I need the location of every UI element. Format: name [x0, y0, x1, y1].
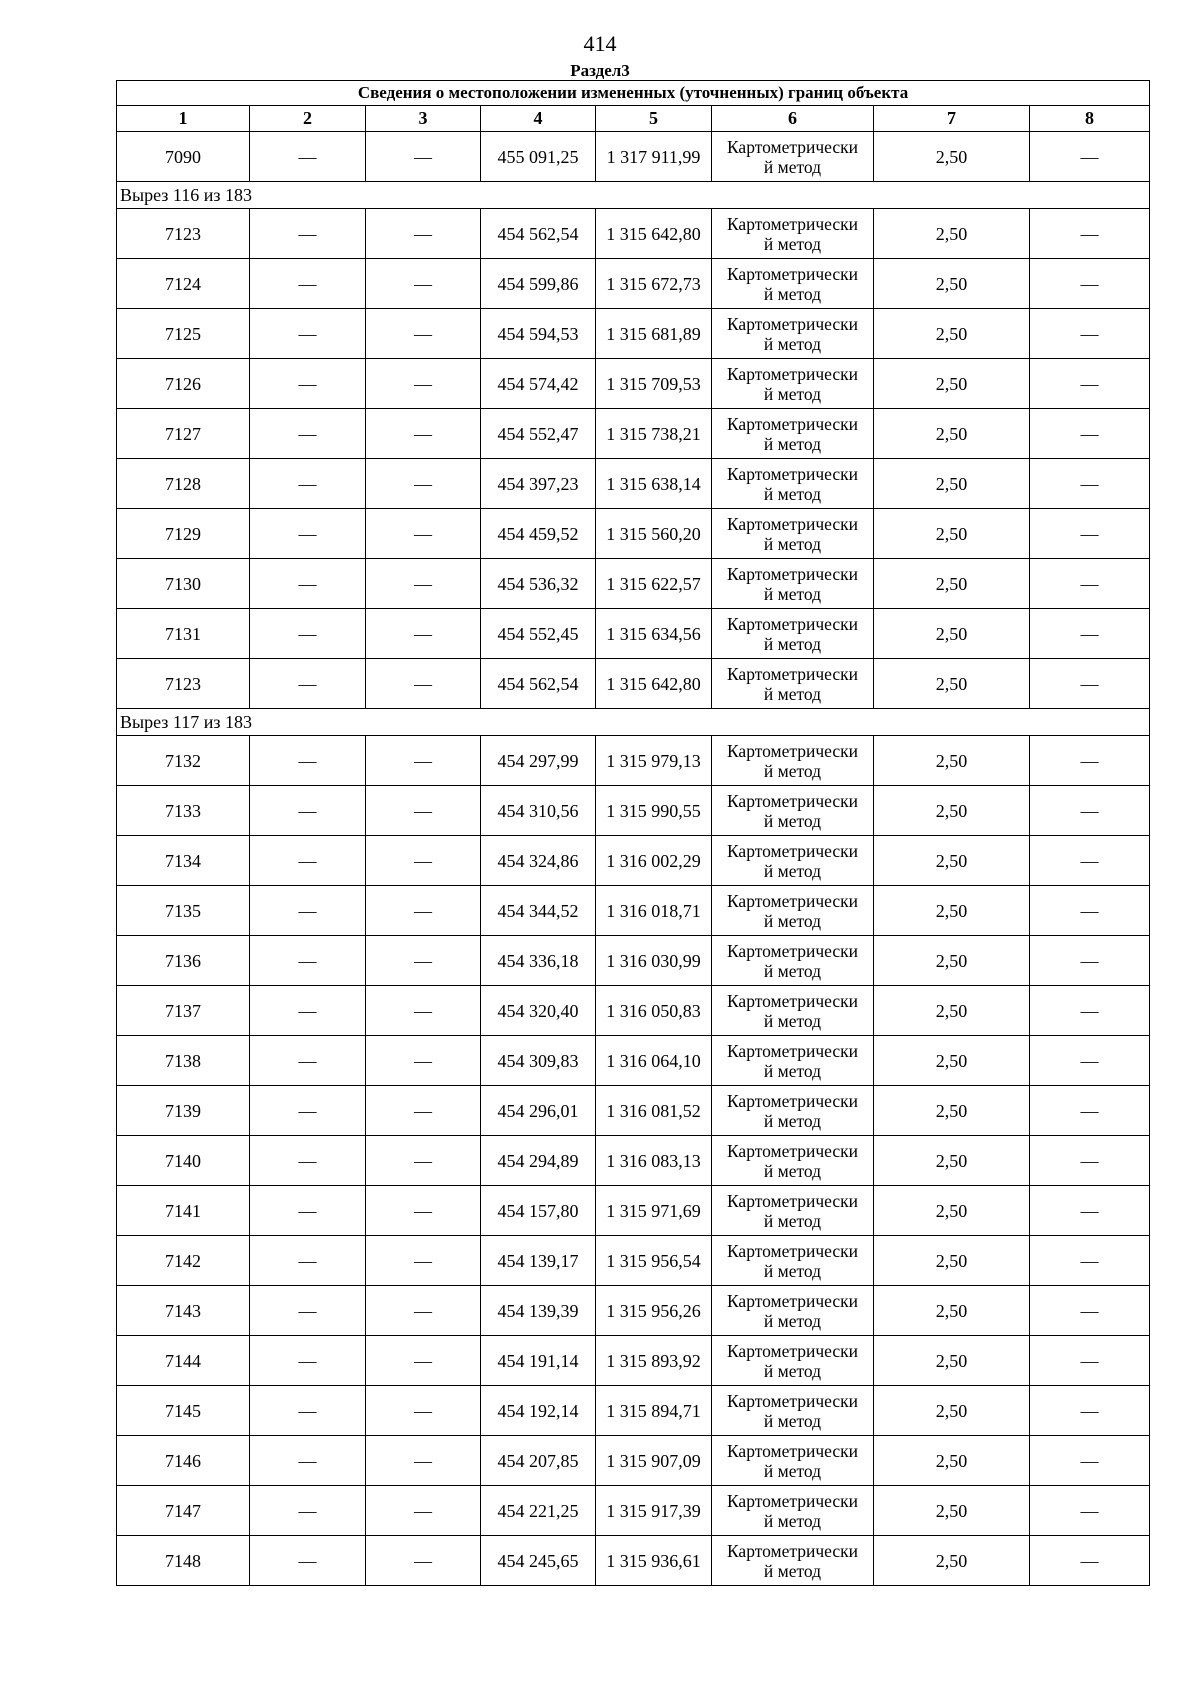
col8-value-cell: — — [1030, 559, 1150, 609]
method-cell: Картометрически й метод — [712, 936, 874, 986]
table-row — [117, 609, 1150, 659]
method-cell: Картометрически й метод — [712, 1136, 874, 1186]
table-row — [117, 1286, 1150, 1336]
point-number-cell: 7129 — [117, 509, 250, 559]
table-row — [117, 836, 1150, 886]
table-caption: Сведения о местоположении измененных (уточненных) границ объекта — [117, 81, 1150, 106]
method-cell: Картометрически й метод — [712, 309, 874, 359]
point-number-cell: 7140 — [117, 1136, 250, 1186]
col8-value-cell: — — [1030, 886, 1150, 936]
point-number-cell: 7127 — [117, 409, 250, 459]
x-coordinate-cell: 454 309,83 — [481, 1036, 596, 1086]
x-coordinate-cell: 454 245,65 — [481, 1536, 596, 1586]
y-coordinate-cell: 1 316 064,10 — [596, 1036, 712, 1086]
table-row — [117, 559, 1150, 609]
x-coordinate-cell: 454 191,14 — [481, 1336, 596, 1386]
accuracy-cell: 2,50 — [874, 132, 1030, 182]
col3-value-cell: — — [366, 1336, 481, 1386]
method-cell: Картометрически й метод — [712, 1386, 874, 1436]
col2-value-cell: — — [250, 1036, 366, 1086]
col3-value-cell: — — [366, 259, 481, 309]
table-row — [117, 1336, 1150, 1386]
col2-value-cell: — — [250, 132, 366, 182]
column-header: 6 — [712, 106, 874, 132]
accuracy-cell: 2,50 — [874, 1036, 1030, 1086]
col8-value-cell: — — [1030, 1336, 1150, 1386]
point-number-cell: 7131 — [117, 609, 250, 659]
col8-value-cell: — — [1030, 359, 1150, 409]
y-coordinate-cell: 1 316 050,83 — [596, 986, 712, 1036]
accuracy-cell: 2,50 — [874, 836, 1030, 886]
column-header: 2 — [250, 106, 366, 132]
method-cell: Картометрически й метод — [712, 1036, 874, 1086]
x-coordinate-cell: 454 574,42 — [481, 359, 596, 409]
y-coordinate-cell: 1 315 560,20 — [596, 509, 712, 559]
col8-value-cell: — — [1030, 1136, 1150, 1186]
col8-value-cell: — — [1030, 986, 1150, 1036]
col8-value-cell: — — [1030, 209, 1150, 259]
table-row — [117, 659, 1150, 709]
col8-value-cell: — — [1030, 609, 1150, 659]
accuracy-cell: 2,50 — [874, 1536, 1030, 1586]
col2-value-cell: — — [250, 559, 366, 609]
method-cell: Картометрически й метод — [712, 836, 874, 886]
x-coordinate-cell: 454 294,89 — [481, 1136, 596, 1186]
accuracy-cell: 2,50 — [874, 1386, 1030, 1436]
y-coordinate-cell: 1 315 956,54 — [596, 1236, 712, 1286]
x-coordinate-cell: 454 297,99 — [481, 736, 596, 786]
x-coordinate-cell: 454 139,39 — [481, 1286, 596, 1336]
accuracy-cell: 2,50 — [874, 736, 1030, 786]
col8-value-cell: — — [1030, 409, 1150, 459]
col8-value-cell: — — [1030, 736, 1150, 786]
x-coordinate-cell: 454 562,54 — [481, 659, 596, 709]
table-row — [117, 209, 1150, 259]
table-row — [117, 132, 1150, 182]
accuracy-cell: 2,50 — [874, 359, 1030, 409]
column-header: 5 — [596, 106, 712, 132]
table-row — [117, 259, 1150, 309]
point-number-cell: 7147 — [117, 1486, 250, 1536]
col2-value-cell: — — [250, 509, 366, 559]
col3-value-cell: — — [366, 132, 481, 182]
method-cell: Картометрически й метод — [712, 259, 874, 309]
col3-value-cell: — — [366, 659, 481, 709]
col8-value-cell: — — [1030, 132, 1150, 182]
method-cell: Картометрически й метод — [712, 359, 874, 409]
y-coordinate-cell: 1 315 738,21 — [596, 409, 712, 459]
y-coordinate-cell: 1 315 893,92 — [596, 1336, 712, 1386]
col8-value-cell: — — [1030, 659, 1150, 709]
y-coordinate-cell: 1 315 917,39 — [596, 1486, 712, 1536]
col3-value-cell: — — [366, 836, 481, 886]
col2-value-cell: — — [250, 209, 366, 259]
col2-value-cell: — — [250, 1136, 366, 1186]
y-coordinate-cell: 1 315 642,80 — [596, 659, 712, 709]
x-coordinate-cell: 454 221,25 — [481, 1486, 596, 1536]
col3-value-cell: — — [366, 1536, 481, 1586]
col3-value-cell: — — [366, 509, 481, 559]
col8-value-cell: — — [1030, 1086, 1150, 1136]
boundary-coordinates-table — [116, 80, 1150, 1586]
y-coordinate-cell: 1 315 634,56 — [596, 609, 712, 659]
method-cell: Картометрически й метод — [712, 132, 874, 182]
col3-value-cell: — — [366, 609, 481, 659]
col8-value-cell: — — [1030, 1386, 1150, 1436]
method-cell: Картометрически й метод — [712, 1236, 874, 1286]
col2-value-cell: — — [250, 609, 366, 659]
x-coordinate-cell: 454 320,40 — [481, 986, 596, 1036]
col2-value-cell: — — [250, 936, 366, 986]
col8-value-cell: — — [1030, 936, 1150, 986]
method-cell: Картометрически й метод — [712, 559, 874, 609]
column-header: 4 — [481, 106, 596, 132]
x-coordinate-cell: 454 594,53 — [481, 309, 596, 359]
col3-value-cell: — — [366, 359, 481, 409]
method-cell: Картометрически й метод — [712, 409, 874, 459]
point-number-cell: 7136 — [117, 936, 250, 986]
method-cell: Картометрически й метод — [712, 786, 874, 836]
method-cell: Картометрически й метод — [712, 986, 874, 1036]
point-number-cell: 7135 — [117, 886, 250, 936]
col3-value-cell: — — [366, 1086, 481, 1136]
x-coordinate-cell: 454 157,80 — [481, 1186, 596, 1236]
col2-value-cell: — — [250, 1486, 366, 1536]
col3-value-cell: — — [366, 209, 481, 259]
col2-value-cell: — — [250, 459, 366, 509]
column-header: 8 — [1030, 106, 1150, 132]
y-coordinate-cell: 1 315 681,89 — [596, 309, 712, 359]
col8-value-cell: — — [1030, 459, 1150, 509]
point-number-cell: 7141 — [117, 1186, 250, 1236]
col8-value-cell: — — [1030, 786, 1150, 836]
accuracy-cell: 2,50 — [874, 1336, 1030, 1386]
col3-value-cell: — — [366, 559, 481, 609]
table-row — [117, 1536, 1150, 1586]
col3-value-cell: — — [366, 309, 481, 359]
cut-label: Вырез 117 из 183 — [117, 709, 1150, 736]
col2-value-cell: — — [250, 259, 366, 309]
col3-value-cell: — — [366, 1136, 481, 1186]
table-row — [117, 1236, 1150, 1286]
col3-value-cell: — — [366, 1386, 481, 1436]
section-title: Раздел3 — [570, 61, 630, 80]
table-row — [117, 459, 1150, 509]
col2-value-cell: — — [250, 886, 366, 936]
col3-value-cell: — — [366, 1186, 481, 1236]
accuracy-cell: 2,50 — [874, 659, 1030, 709]
point-number-cell: 7133 — [117, 786, 250, 836]
point-number-cell: 7126 — [117, 359, 250, 409]
table-row — [117, 359, 1150, 409]
col2-value-cell: — — [250, 1186, 366, 1236]
accuracy-cell: 2,50 — [874, 1286, 1030, 1336]
point-number-cell: 7144 — [117, 1336, 250, 1386]
col2-value-cell: — — [250, 1386, 366, 1436]
point-number-cell: 7142 — [117, 1236, 250, 1286]
y-coordinate-cell: 1 316 081,52 — [596, 1086, 712, 1136]
column-header: 1 — [117, 106, 250, 132]
x-coordinate-cell: 454 296,01 — [481, 1086, 596, 1136]
col3-value-cell: — — [366, 1436, 481, 1486]
method-cell: Картометрически й метод — [712, 659, 874, 709]
col2-value-cell: — — [250, 836, 366, 886]
point-number-cell: 7148 — [117, 1536, 250, 1586]
accuracy-cell: 2,50 — [874, 1436, 1030, 1486]
accuracy-cell: 2,50 — [874, 509, 1030, 559]
point-number-cell: 7128 — [117, 459, 250, 509]
x-coordinate-cell: 454 552,45 — [481, 609, 596, 659]
method-cell: Картометрически й метод — [712, 1486, 874, 1536]
x-coordinate-cell: 454 344,52 — [481, 886, 596, 936]
accuracy-cell: 2,50 — [874, 459, 1030, 509]
col2-value-cell: — — [250, 309, 366, 359]
table-row — [117, 1486, 1150, 1536]
point-number-cell: 7130 — [117, 559, 250, 609]
col2-value-cell: — — [250, 359, 366, 409]
col2-value-cell: — — [250, 1536, 366, 1586]
point-number-cell: 7132 — [117, 736, 250, 786]
col3-value-cell: — — [366, 1486, 481, 1536]
y-coordinate-cell: 1 316 002,29 — [596, 836, 712, 886]
x-coordinate-cell: 454 562,54 — [481, 209, 596, 259]
col8-value-cell: — — [1030, 1286, 1150, 1336]
x-coordinate-cell: 454 459,52 — [481, 509, 596, 559]
accuracy-cell: 2,50 — [874, 609, 1030, 659]
col2-value-cell: — — [250, 786, 366, 836]
col8-value-cell: — — [1030, 1036, 1150, 1086]
col8-value-cell: — — [1030, 1536, 1150, 1586]
method-cell: Картометрически й метод — [712, 736, 874, 786]
method-cell: Картометрически й метод — [712, 509, 874, 559]
accuracy-cell: 2,50 — [874, 409, 1030, 459]
table-row — [117, 986, 1150, 1036]
col2-value-cell: — — [250, 1236, 366, 1286]
col2-value-cell: — — [250, 1436, 366, 1486]
method-cell: Картометрически й метод — [712, 459, 874, 509]
x-coordinate-cell: 454 397,23 — [481, 459, 596, 509]
method-cell: Картометрически й метод — [712, 1436, 874, 1486]
column-header: 3 — [366, 106, 481, 132]
y-coordinate-cell: 1 316 030,99 — [596, 936, 712, 986]
table-row — [117, 786, 1150, 836]
x-coordinate-cell: 454 552,47 — [481, 409, 596, 459]
col2-value-cell: — — [250, 986, 366, 1036]
accuracy-cell: 2,50 — [874, 886, 1030, 936]
y-coordinate-cell: 1 315 622,57 — [596, 559, 712, 609]
col2-value-cell: — — [250, 1286, 366, 1336]
x-coordinate-cell: 454 139,17 — [481, 1236, 596, 1286]
x-coordinate-cell: 455 091,25 — [481, 132, 596, 182]
y-coordinate-cell: 1 316 018,71 — [596, 886, 712, 936]
accuracy-cell: 2,50 — [874, 1186, 1030, 1236]
col3-value-cell: — — [366, 986, 481, 1036]
x-coordinate-cell: 454 536,32 — [481, 559, 596, 609]
method-cell: Картометрически й метод — [712, 1336, 874, 1386]
point-number-cell: 7090 — [117, 132, 250, 182]
col3-value-cell: — — [366, 936, 481, 986]
col2-value-cell: — — [250, 659, 366, 709]
table-body — [117, 132, 1150, 1586]
y-coordinate-cell: 1 315 971,69 — [596, 1186, 712, 1236]
method-cell: Картометрически й метод — [712, 1536, 874, 1586]
accuracy-cell: 2,50 — [874, 1136, 1030, 1186]
method-cell: Картометрически й метод — [712, 609, 874, 659]
accuracy-cell: 2,50 — [874, 1486, 1030, 1536]
x-coordinate-cell: 454 599,86 — [481, 259, 596, 309]
x-coordinate-cell: 454 310,56 — [481, 786, 596, 836]
point-number-cell: 7145 — [117, 1386, 250, 1436]
table-row — [117, 409, 1150, 459]
y-coordinate-cell: 1 315 642,80 — [596, 209, 712, 259]
table-row — [117, 886, 1150, 936]
col8-value-cell: — — [1030, 509, 1150, 559]
y-coordinate-cell: 1 315 638,14 — [596, 459, 712, 509]
accuracy-cell: 2,50 — [874, 559, 1030, 609]
col3-value-cell: — — [366, 1236, 481, 1286]
x-coordinate-cell: 454 336,18 — [481, 936, 596, 986]
col3-value-cell: — — [366, 1036, 481, 1086]
point-number-cell: 7123 — [117, 659, 250, 709]
y-coordinate-cell: 1 315 709,53 — [596, 359, 712, 409]
y-coordinate-cell: 1 315 936,61 — [596, 1536, 712, 1586]
point-number-cell: 7146 — [117, 1436, 250, 1486]
x-coordinate-cell: 454 192,14 — [481, 1386, 596, 1436]
col2-value-cell: — — [250, 1336, 366, 1386]
method-cell: Картометрически й метод — [712, 1086, 874, 1136]
col8-value-cell: — — [1030, 1186, 1150, 1236]
col3-value-cell: — — [366, 886, 481, 936]
page-number: 414 — [583, 31, 617, 56]
point-number-cell: 7125 — [117, 309, 250, 359]
accuracy-cell: 2,50 — [874, 259, 1030, 309]
accuracy-cell: 2,50 — [874, 209, 1030, 259]
col2-value-cell: — — [250, 1086, 366, 1136]
accuracy-cell: 2,50 — [874, 1086, 1030, 1136]
point-number-cell: 7134 — [117, 836, 250, 886]
point-number-cell: 7137 — [117, 986, 250, 1036]
cut-label-row — [117, 182, 1150, 209]
col3-value-cell: — — [366, 736, 481, 786]
accuracy-cell: 2,50 — [874, 936, 1030, 986]
table-row — [117, 1186, 1150, 1236]
accuracy-cell: 2,50 — [874, 1236, 1030, 1286]
col2-value-cell: — — [250, 736, 366, 786]
table-row — [117, 1386, 1150, 1436]
col8-value-cell: — — [1030, 836, 1150, 886]
table-row — [117, 1036, 1150, 1086]
column-header: 7 — [874, 106, 1030, 132]
col3-value-cell: — — [366, 1286, 481, 1336]
y-coordinate-cell: 1 316 083,13 — [596, 1136, 712, 1186]
col3-value-cell: — — [366, 786, 481, 836]
y-coordinate-cell: 1 315 672,73 — [596, 259, 712, 309]
col2-value-cell: — — [250, 409, 366, 459]
col8-value-cell: — — [1030, 309, 1150, 359]
y-coordinate-cell: 1 315 907,09 — [596, 1436, 712, 1486]
table-row — [117, 1436, 1150, 1486]
table-row — [117, 1136, 1150, 1186]
y-coordinate-cell: 1 317 911,99 — [596, 132, 712, 182]
table-caption-row — [117, 81, 1150, 106]
y-coordinate-cell: 1 315 990,55 — [596, 786, 712, 836]
col8-value-cell: — — [1030, 1236, 1150, 1286]
method-cell: Картометрически й метод — [712, 1286, 874, 1336]
table-row — [117, 309, 1150, 359]
cut-label: Вырез 116 из 183 — [117, 182, 1150, 209]
point-number-cell: 7123 — [117, 209, 250, 259]
table-row — [117, 1086, 1150, 1136]
accuracy-cell: 2,50 — [874, 309, 1030, 359]
point-number-cell: 7143 — [117, 1286, 250, 1336]
col8-value-cell: — — [1030, 1436, 1150, 1486]
col8-value-cell: — — [1030, 259, 1150, 309]
point-number-cell: 7139 — [117, 1086, 250, 1136]
y-coordinate-cell: 1 315 894,71 — [596, 1386, 712, 1436]
method-cell: Картометрически й метод — [712, 209, 874, 259]
point-number-cell: 7138 — [117, 1036, 250, 1086]
method-cell: Картометрически й метод — [712, 886, 874, 936]
x-coordinate-cell: 454 324,86 — [481, 836, 596, 886]
table-header-row — [117, 106, 1150, 132]
point-number-cell: 7124 — [117, 259, 250, 309]
table-row — [117, 736, 1150, 786]
col8-value-cell: — — [1030, 1486, 1150, 1536]
x-coordinate-cell: 454 207,85 — [481, 1436, 596, 1486]
cut-label-row — [117, 709, 1150, 736]
accuracy-cell: 2,50 — [874, 786, 1030, 836]
table-row — [117, 509, 1150, 559]
y-coordinate-cell: 1 315 956,26 — [596, 1286, 712, 1336]
col3-value-cell: — — [366, 409, 481, 459]
accuracy-cell: 2,50 — [874, 986, 1030, 1036]
method-cell: Картометрически й метод — [712, 1186, 874, 1236]
y-coordinate-cell: 1 315 979,13 — [596, 736, 712, 786]
col3-value-cell: — — [366, 459, 481, 509]
table-row — [117, 936, 1150, 986]
